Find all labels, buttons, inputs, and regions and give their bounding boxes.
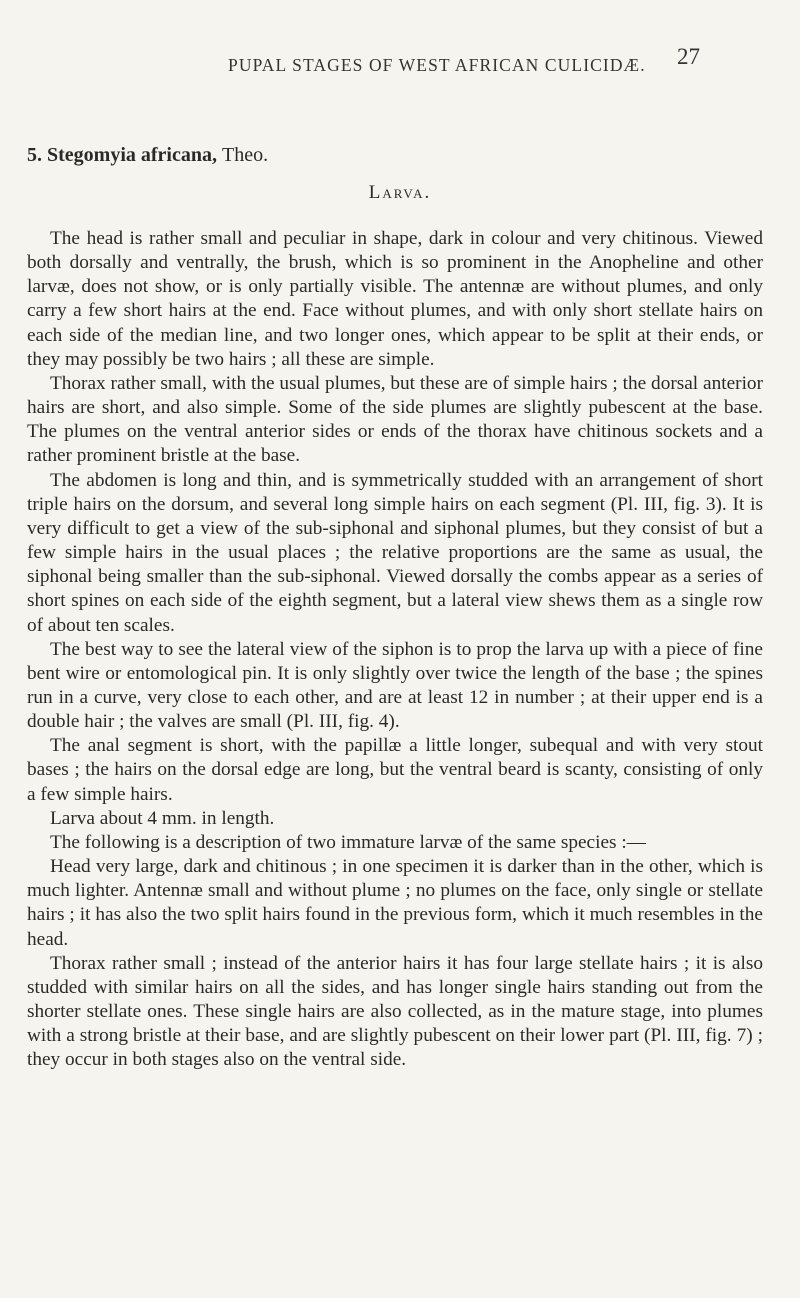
paragraph: The anal segment is short, with the papillæ a little longer, subequal and with very stout bases ; the hairs on the dorsal edge are long, but the ventral beard is scanty, consisting of only a few simple hairs.	[27, 735, 763, 805]
section-number: 5.	[27, 144, 42, 166]
running-head: PUPAL STAGES OF WEST AFRICAN CULICIDÆ.	[228, 55, 646, 75]
paragraph: The following is a description of two immature larvæ of the same species :—	[50, 831, 646, 853]
paragraph: Thorax rather small, with the usual plumes, but these are of simple hairs ; the dorsal anterior hairs are short, and also simple. Some of the side plumes are slightly pubescent at the base. The plumes on the ventral anterior sides or ends of the thorax have chitinous sockets and a rather prominent bristle at the base.	[27, 372, 763, 467]
paragraph: Thorax rather small ; instead of the anterior hairs it has four large stellate hairs ; it is also studded with similar hairs on all the sides, and has longer single hairs standing out from the shorter stellate ones. These single hairs are also collected, as in the mature stage, into plumes with a strong bristle at their base, and are slightly pubescent on their lower part (Pl. III, fig. 7) ; they occur in both stages also on the ventral side.	[27, 952, 763, 1071]
paragraph: The head is rather small and peculiar in shape, dark in colour and very chitinous. Viewed both dorsally and ventrally, the brush, which is so prominent in the Anopheline and other larvæ, does not show, or is only partially visible. The antennæ are without plumes, and only carry a few short hairs at the end. Face without plumes, and with only short stellate hairs on each side of the median line, and two longer ones, which appear to be split at their ends, or they may possibly be two hairs ; all these are simple.	[27, 228, 763, 370]
section-heading	[27, 144, 268, 167]
page-number: 27	[677, 44, 700, 69]
subheading: Larva.	[368, 182, 432, 203]
species-author: Theo.	[221, 144, 269, 166]
paragraph: Larva about 4 mm. in length.	[50, 807, 275, 829]
paragraph: Head very large, dark and chitinous ; in one specimen it is darker than in the other, which is much lighter. Antennæ small and without plume ; no plumes on the face, only single or stellate hairs ; it has also the two split hairs found in the previous form, which it much resembles in the head.	[27, 856, 763, 950]
body-text	[27, 227, 763, 1072]
paragraph: The best way to see the lateral view of the siphon is to prop the larva up with a piece of fine bent wire or entomological pin. It is only slightly over twice the length of the base ; the spines run in a curve, very close to each other, and are at least 12 in number ; at their upper end is a double hair ; the valves are small (Pl. III, fig. 4).	[27, 638, 763, 733]
paragraph: The abdomen is long and thin, and is symmetrically studded with an arrangement of short triple hairs on the dorsum, and several long simple hairs on each segment (Pl. III, fig. 3). It is very difficult to get a view of the sub-siphonal and siphonal plumes, but they consist of but a few simple hairs in the usual places ; the relative proportions are the same as usual, the siphonal being smaller than the sub-siphonal. Viewed dorsally the combs appear as a series of short spines on each side of the eighth segment, but a lateral view shews them as a single row of about ten scales.	[27, 469, 763, 636]
species-name: Stegomyia africana,	[47, 144, 217, 166]
